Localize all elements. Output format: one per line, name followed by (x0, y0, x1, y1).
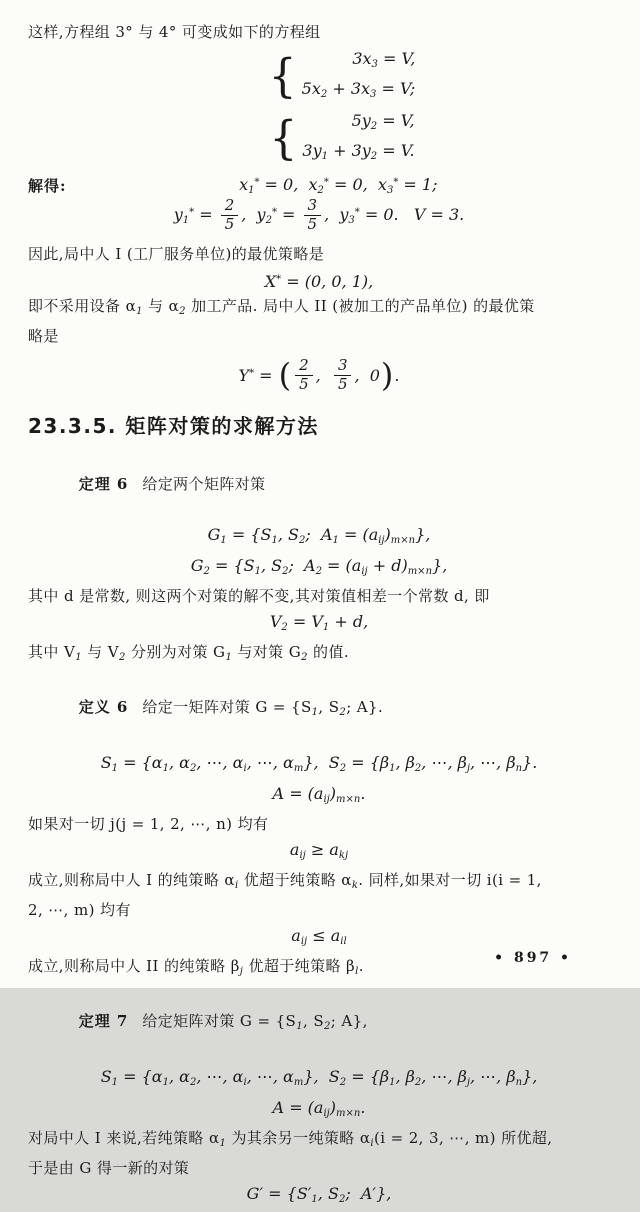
math-segment: , $y_3^* = 0$. V = 3. (324, 204, 465, 226)
equation-system-2-rows (302, 109, 414, 169)
paragraph-dominance-1-line1: 成立,则称局中人 I 的纯策略 $\alpha_i$ 优超于纯策略 $\alpha_k$. 同样,如果对一切 i(i = 1, (28, 871, 542, 891)
definition-6-label: 定义 6 (78, 698, 129, 716)
page-number: • 897 • (494, 950, 572, 966)
paragraph-optimal-strategy-1: 因此,局中人 I (工厂服务单位)的最优策略是 (28, 245, 325, 263)
fraction (295, 357, 313, 393)
equation-g-prime: $G' = \{S'_1$, $S_2$; A′}, (246, 1184, 392, 1205)
fraction-numerator: 2 (295, 357, 313, 376)
equation-strategy-sets-2: $S_1 = \{\alpha_1$, $\alpha_2$, ⋯, $\alpha_i$, ⋯, $\alpha_m$}, $S_2 = \{\beta_1$, $\beta_2$, ⋯, $\beta_j$, ⋯, $\beta_n$}, (100, 1067, 538, 1088)
solve-label: 解得: (28, 177, 67, 195)
equation-line: $3x_3 = V$, (352, 49, 416, 70)
fraction-denominator: 5 (337, 375, 348, 393)
fraction-denominator: 5 (307, 215, 318, 233)
fraction (304, 197, 322, 233)
math-segment: , $y_2^*$ = (241, 204, 301, 226)
theorem-6-label: 定理 6 (78, 475, 129, 493)
theorem-6-line (28, 447, 610, 522)
solution-row (28, 175, 610, 196)
fraction-numerator: 3 (304, 197, 322, 216)
math-segment: , 0 (354, 365, 380, 385)
equation-system-1 (74, 47, 610, 107)
left-brace-glyph: { (268, 49, 297, 104)
left-paren-glyph: ( (278, 356, 292, 394)
equation-dominance-le: $a_{ij} \le a_{il}$ (291, 926, 347, 947)
paragraph-optimal-strategy-2-line2: 略是 (28, 327, 59, 345)
fraction-denominator: 5 (224, 215, 235, 233)
equation-matrix-a: $A = (a_{ij})_{m\times n}$. (272, 784, 366, 805)
left-brace-glyph: { (269, 111, 298, 166)
fraction (221, 197, 239, 233)
paragraph-game-values: 其中 $V_1$ 与 $V_2$ 分别为对策 $G_1$ 与对策 $G_2$ 的值. (28, 643, 350, 663)
paragraph-dominance-2: 成立,则称局中人 II 的纯策略 $\beta_j$ 优超于纯策略 $\beta_l$. (28, 957, 364, 977)
solution-y-values (28, 196, 610, 234)
equation-dominance-ge: $a_{ij} \ge a_{kj}$ (289, 840, 349, 861)
fraction-numerator: 3 (334, 357, 352, 376)
paragraph-dominated-strategy-line2: 于是由 G 得一新的对策 (28, 1159, 190, 1177)
math-segment: Y* = (238, 365, 278, 385)
equation-g1: $G_1 = \{S_1$, $S_2$; $A_1 = (a_{ij})_{m\times n}$}, (207, 525, 431, 546)
equation-g2: $G_2 = \{S_1$, $S_2$; $A_2 = (a_{ij} + d)_{m\times n}$}, (190, 556, 448, 577)
equation-y-star (28, 353, 610, 397)
equation-line: $5y_2 = V$, (351, 111, 415, 132)
equation-system-2 (74, 109, 610, 169)
math-segment: $y_1^*$ = (173, 204, 218, 226)
definition-6-text: 给定一矩阵对策 $G = \{S_1$, $S_2$; A}. (142, 698, 384, 718)
equation-matrix-a-2: $A = (a_{ij})_{m\times n}$. (272, 1098, 366, 1119)
theorem-7-label: 定理 7 (78, 1012, 129, 1030)
right-paren-glyph: ) (380, 356, 394, 394)
fraction (334, 357, 352, 393)
paragraph-optimal-strategy-2-line1: 即不采用设备 $\alpha_1$ 与 $\alpha_2$ 加工产品. 局中人 II (被加工的产品单位) 的最优策 (28, 297, 535, 317)
theorem-7-text: 给定矩阵对策 $G = \{S_1$, $S_2$; A}, (142, 1012, 368, 1032)
paragraph-dominated-strategy-line1: 对局中人 I 来说,若纯策略 $\alpha_1$ 为其余另一纯策略 $\alpha_i(i = 2$, 3, ⋯, m) 所优超, (28, 1129, 553, 1149)
paragraph-constant-d: 其中 d 是常数, 则这两个对策的解不变,其对策值相差一个常数 d, 即 (28, 587, 490, 605)
equation-line: $5x_2 + 3x_3 = V$; (301, 79, 416, 100)
intro-line: 这样,方程组 3° 与 4° 可变成如下的方程组 (28, 23, 321, 41)
fraction-numerator: 2 (221, 197, 239, 216)
paragraph-for-all-j: 如果对一切 j(j = 1, 2, ⋯, n) 均有 (28, 815, 269, 833)
equation-line: $3y_1 + 3y_2 = V$. (302, 141, 415, 162)
theorem-7-line (28, 984, 610, 1064)
definition-6-line (28, 670, 610, 750)
equation-strategy-sets: $S_1 = \{\alpha_1$, $\alpha_2$, ⋯, $\alpha_i$, ⋯, $\alpha_m$}, $S_2 = \{\beta_1$, $\beta_2$, ⋯, $\beta_j$, ⋯, $\beta_n$}. (100, 753, 538, 774)
equation-x-star: X* = (0, 0, 1), (264, 272, 374, 291)
theorem-6-text: 给定两个矩阵对策 (142, 475, 266, 493)
fraction-denominator: 5 (299, 375, 309, 393)
paragraph-dominance-1-line2: 2, ⋯, m) 均有 (28, 901, 131, 919)
equation-system-1-rows (302, 47, 416, 107)
math-segment: , (315, 365, 331, 385)
section-heading: 23.3.5. 矩阵对策的求解方法 (28, 414, 319, 438)
solution-x-values: $x_1^* = 0$, $x_2^* = 0$, $x_3^* = 1$; (239, 175, 438, 196)
math-segment: . (394, 365, 400, 385)
equation-v2-v1-d: $V_2 = V_1 + d$, (269, 612, 369, 633)
